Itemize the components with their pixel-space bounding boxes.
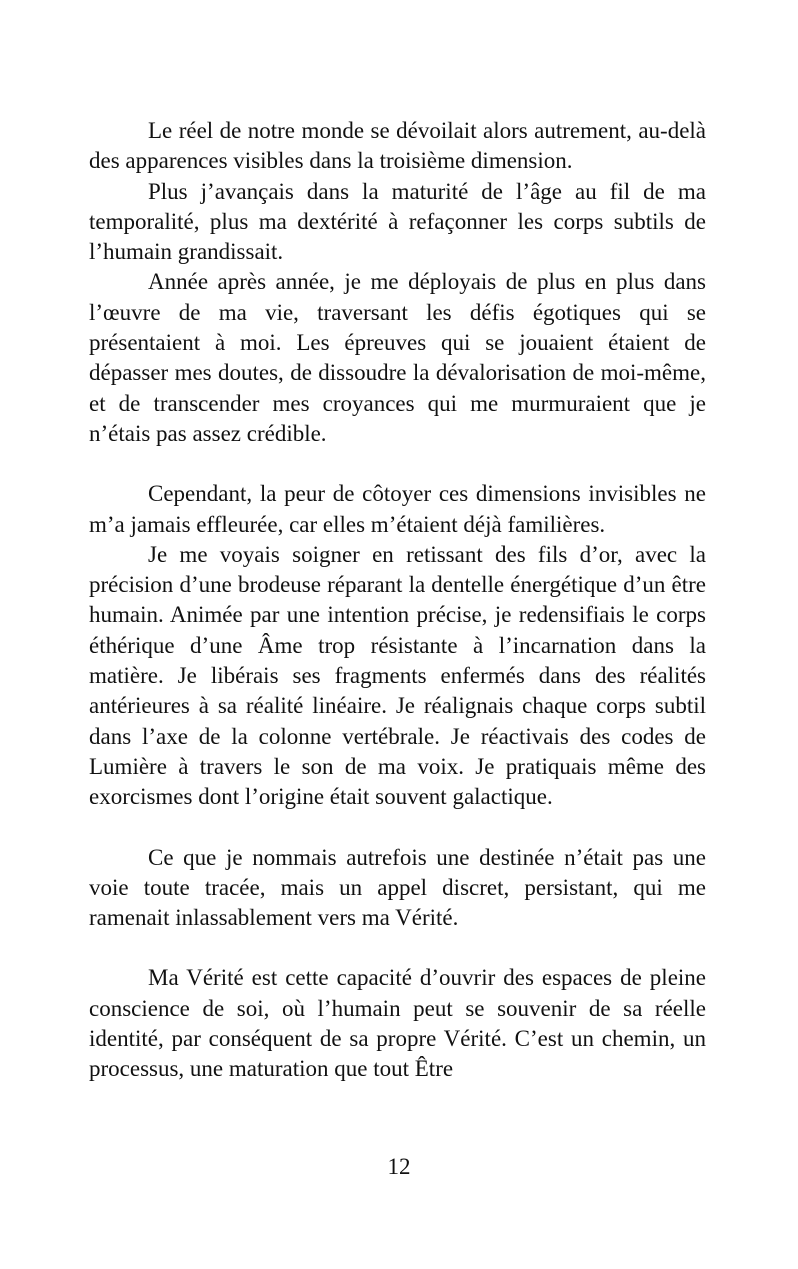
section-gap (89, 813, 706, 843)
page-body (89, 116, 706, 1085)
paragraph-2: Plus j’avançais dans la maturité de l’âge au fil de ma temporalité, plus ma dextérité à refaçonner les corps subtils de l’humain grandissait. (89, 178, 706, 265)
section-gap (89, 449, 706, 479)
paragraph-7: Ma Vérité est cette capacité d’ouvrir des espaces de pleine conscience de soi, où l’humain peut se souvenir de sa réelle identité, par conséquent de sa propre Vérité. C’est un chemin, un processus, une maturation que tout Être (89, 965, 706, 1082)
paragraph-6: Ce que je nommais autrefois une destinée n’était pas une voie toute tracée, mais un appel discret, persistant, qui me ramenait inlassablement vers ma Vérité. (89, 844, 706, 931)
page-number: 12 (387, 1154, 411, 1179)
paragraph-5: Je me voyais soigner en retissant des fils d’or, avec la précision d’une brodeuse réparant la dentelle énergétique d’un être humain. Animée par une intention précise, je redensifiais le corps éthérique d’une Âme trop résistante à l’incarnation dans la matière. Je libérais ses fragments enfermés dans des réalités antérieures à sa réalité linéaire. Je réalignais chaque corps subtil dans l’axe de la colonne vertébrale. Je réactivais des codes de Lumière à travers le son de ma voix. Je pratiquais même des exorcismes dont l’origine était souvent galactique. (89, 541, 706, 810)
paragraph-1: Le réel de notre monde se dévoilait alors autrement, au-delà des apparences visibles dans la troisième dimension. (89, 118, 706, 174)
paragraph-4: Cependant, la peur de côtoyer ces dimensions invisibles ne m’a jamais effleurée, car elles m’étaient déjà familières. (89, 481, 706, 537)
section-gap (89, 933, 706, 963)
paragraph-3: Année après année, je me déployais de plus en plus dans l’œuvre de ma vie, traversant les défis égotiques qui se présentaient à moi. Les épreuves qui se jouaient étaient de dépasser mes doutes, de dissoudre la dévalorisation de moi-même, et de transcender mes croyances qui me murmuraient que je n’étais pas assez crédible. (89, 269, 706, 446)
